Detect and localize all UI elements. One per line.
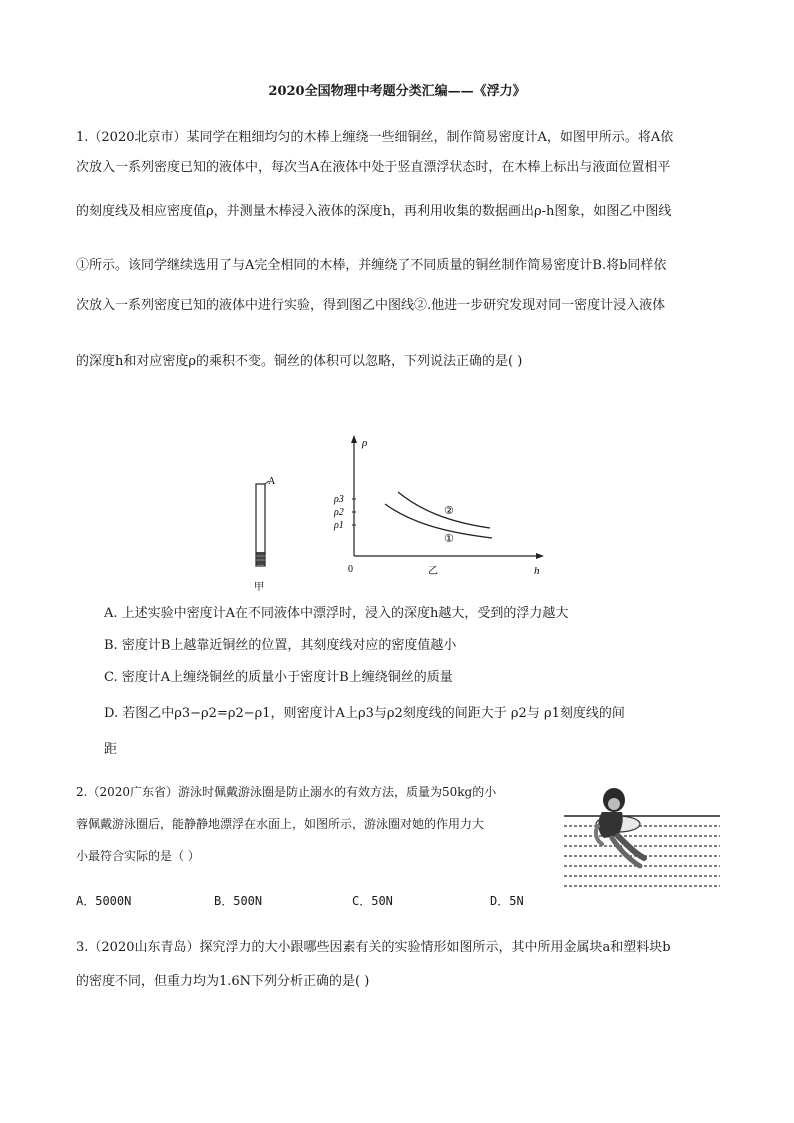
q1-line-2: 次放入一系列密度已知的液体中，每次当A在液体中处于竖直漂浮状态时，在木棒上标出与液面位置相平 [76,160,671,175]
q1-line-5: 次放入一系列密度已知的液体中进行实验，得到图乙中图线②.他进一步研究发现对同一密度计浸入液体 [76,298,666,313]
q2-option-d: D．5N [490,894,524,908]
tick-rho2: ρ2 [334,507,344,518]
figure-jia [240,470,290,600]
page-title: 2020全国物理中考题分类汇编——《浮力》 [268,84,526,99]
q1-option-c: C. 密度计A上缠绕铜丝的质量小于密度计B上缠绕铜丝的质量 [104,670,453,685]
stick-caption: 甲 [254,582,264,593]
q2-line-2: 蓉佩戴游泳圈后，能静静地漂浮在水面上，如图所示，游泳圈对她的作用力大 [76,817,485,831]
y-axis-label: ρ [362,437,368,449]
figure-yi [330,432,550,582]
q1-line-1: 1.（2020北京市）某同学在粗细均匀的木棒上缠绕一些细铜丝，制作简易密度计A，如图甲所示。将A依 [76,130,674,145]
q1-option-d-cont: 距 [104,742,118,757]
tick-rho1: ρ1 [334,520,344,531]
q2-option-a: A．5000N [76,894,132,908]
origin-label: 0 [348,564,353,575]
q1-line-6: 的深度h和对应密度ρ的乘积不变。铜丝的体积可以忽略，下列说法正确的是( ) [76,354,523,369]
q1-line-4: ①所示。该同学继续选用了与A完全相同的木棒，并缠绕了不同质量的铜丝制作简易密度计B.将b同样依 [76,258,667,273]
x-axis-label: h [534,565,540,577]
q1-option-b: B. 密度计B上越靠近铜丝的位置，其刻度线对应的密度值越小 [104,638,457,653]
stick-label: A [268,476,276,487]
q2-line-3: 小最符合实际的是（ ） [76,849,200,863]
q2-line-1: 2.（2020广东省）游泳时佩戴游泳圈是防止溺水的有效方法，质量为50kg的小 [76,785,497,799]
q1-line-3: 的刻度线及相应密度值ρ，并测量木棒浸入液体的深度h，再利用收集的数据画出ρ-h图象，如图乙中图线 [76,204,672,219]
q1-option-a: A. 上述实验中密度计A在不同液体中漂浮时，浸入的深度h越大，受到的浮力越大 [104,606,569,621]
q2-option-c: C．50N [352,894,393,908]
curve-1 [385,504,492,538]
curve-label-2: ② [444,504,454,517]
q3-line-1: 3.（2020山东青岛）探究浮力的大小跟哪些因素有关的实验情形如图所示，其中所用金属块a和塑料块b [76,940,671,955]
swimmer-figure [562,782,722,892]
q3-line-2: 的密度不同，但重力均为1.6N下列分析正确的是( ) [76,974,370,989]
tick-rho3: ρ3 [334,494,344,505]
graph-caption: 乙 [428,566,438,577]
q2-option-b: B．500N [214,894,263,908]
q1-option-d: D. 若图乙中ρ3−ρ2=ρ2−ρ1，则密度计A上ρ3与ρ2刻度线的间距大于 ρ2与 ρ1刻度线的间 [104,706,625,721]
curve-label-1: ① [444,532,454,545]
